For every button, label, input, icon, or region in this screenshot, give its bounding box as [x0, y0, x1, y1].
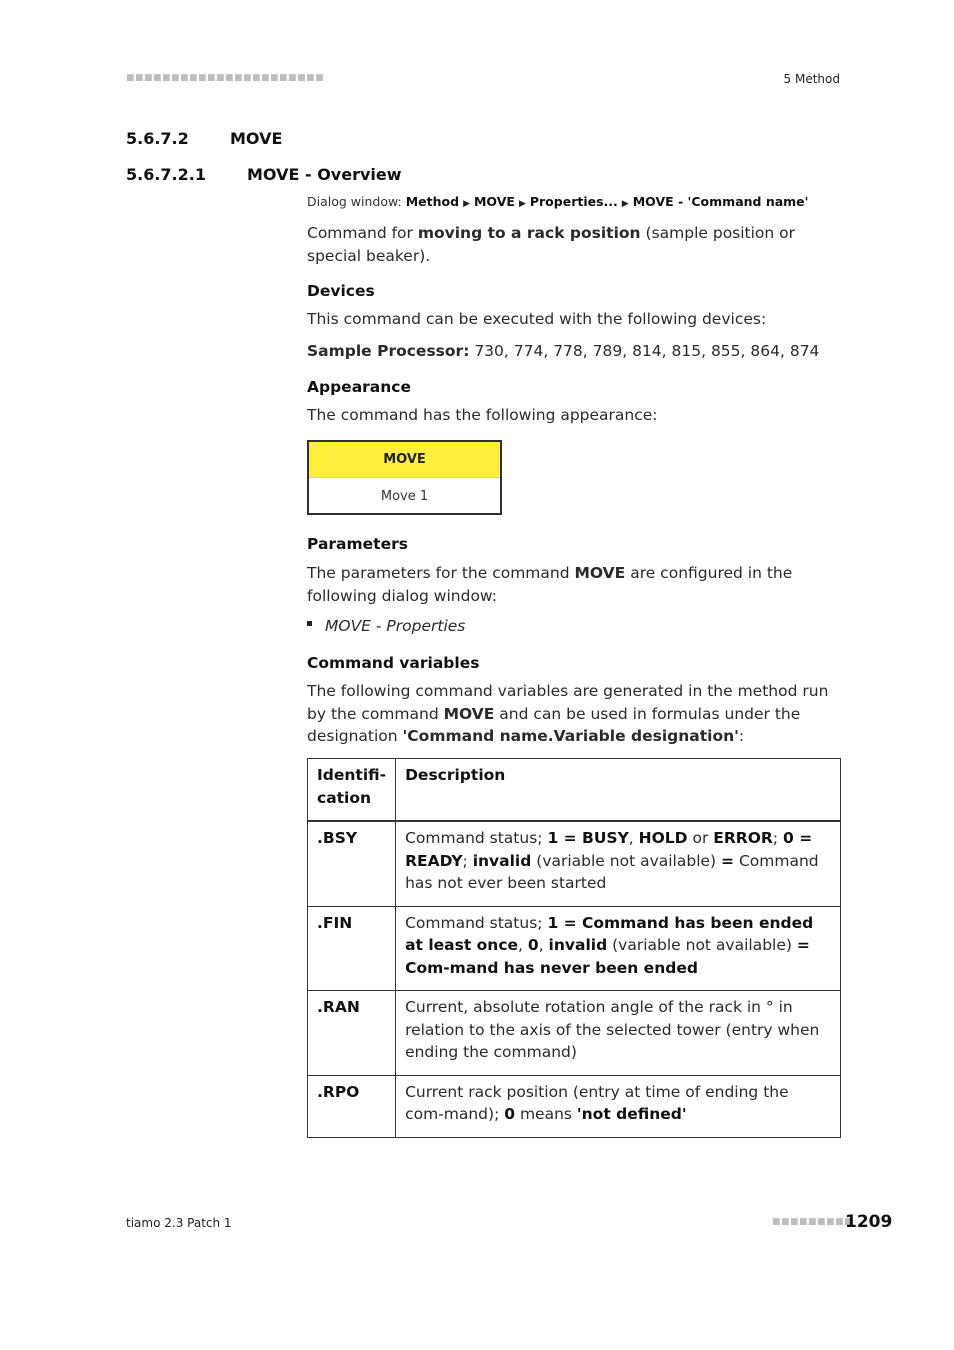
variable-description: Command status; 1 = BUSY, HOLD or ERROR; 0 = READY; invalid (variable not available) = Command has not ever been started	[396, 821, 841, 906]
move-command-icon	[307, 440, 502, 515]
page-number: 1209	[845, 1212, 893, 1232]
breadcrumb-arrow-icon: ▶	[621, 199, 629, 209]
table-row	[308, 991, 841, 1076]
command-box-name: Move 1	[380, 488, 429, 504]
command-variables-text: The following command variables are generated in the method run by the command MOVE and can be used in formulas under the designation 'Command name.Variable designation':	[307, 682, 829, 745]
devices-list: Sample Processor: 730, 774, 778, 789, 814, 815, 855, 864, 874	[307, 342, 820, 360]
variable-id: .RPO	[308, 1075, 396, 1137]
breadcrumb-arrow-icon: ▶	[463, 199, 470, 209]
command-variables-table	[307, 758, 841, 1138]
breadcrumb-item-method: Method	[405, 194, 460, 209]
bullet-square-icon	[307, 621, 312, 626]
parameters-heading: Parameters	[307, 535, 408, 553]
breadcrumb	[307, 194, 841, 209]
footer-decoration: ■■■■■■■■■	[772, 1217, 854, 1227]
column-header-description: Description	[396, 759, 841, 822]
chapter-label: 5 Method	[783, 72, 840, 86]
section-title: MOVE	[230, 129, 283, 148]
appearance-heading: Appearance	[307, 378, 411, 396]
breadcrumb-item-dialog: MOVE - 'Command name'	[632, 194, 809, 209]
subsection-title: MOVE - Overview	[247, 165, 402, 184]
section-number: 5.6.7.2	[126, 129, 189, 148]
breadcrumb-item-move: MOVE	[473, 194, 515, 209]
command-box-title: MOVE	[309, 442, 500, 478]
devices-heading: Devices	[307, 282, 375, 300]
appearance-text: The command has the following appearance:	[307, 406, 658, 424]
command-variables-heading: Command variables	[307, 654, 480, 672]
variable-id: .RAN	[308, 991, 396, 1076]
subsection-number: 5.6.7.2.1	[126, 165, 206, 184]
table-row	[308, 906, 841, 991]
product-version: tiamo 2.3 Patch 1	[126, 1216, 232, 1230]
breadcrumb-prefix: Dialog window:	[307, 194, 402, 209]
list-item	[307, 617, 465, 635]
header-decoration: ■■■■■■■■■■■■■■■■■■■■■■	[126, 73, 325, 83]
variable-id: .FIN	[308, 906, 396, 991]
variable-description: Current rack position (entry at time of ending the com-mand); 0 means 'not defined'	[396, 1075, 841, 1137]
column-header-identification: Identifi- cation	[308, 759, 396, 822]
breadcrumb-arrow-icon: ▶	[518, 199, 526, 209]
dialog-link[interactable]: MOVE - Properties	[325, 617, 466, 635]
table-row	[308, 1075, 841, 1137]
variable-description: Current, absolute rotation angle of the rack in ° in relation to the axis of the selected tower (entry when ending the command)	[396, 991, 841, 1076]
table-header-row	[308, 759, 841, 822]
parameters-text: The parameters for the command MOVE are configured in the following dialog window:	[307, 564, 793, 605]
table-row	[308, 821, 841, 906]
variable-description: Command status; 1 = Command has been ended at least once, 0, invalid (variable not available) = Com-mand has never been ended	[396, 906, 841, 991]
variable-id: .BSY	[308, 821, 396, 906]
breadcrumb-item-properties: Properties...	[529, 194, 618, 209]
intro-paragraph: Command for moving to a rack position (sample position or special beaker).	[307, 224, 796, 265]
devices-text: This command can be executed with the following devices:	[307, 310, 767, 328]
